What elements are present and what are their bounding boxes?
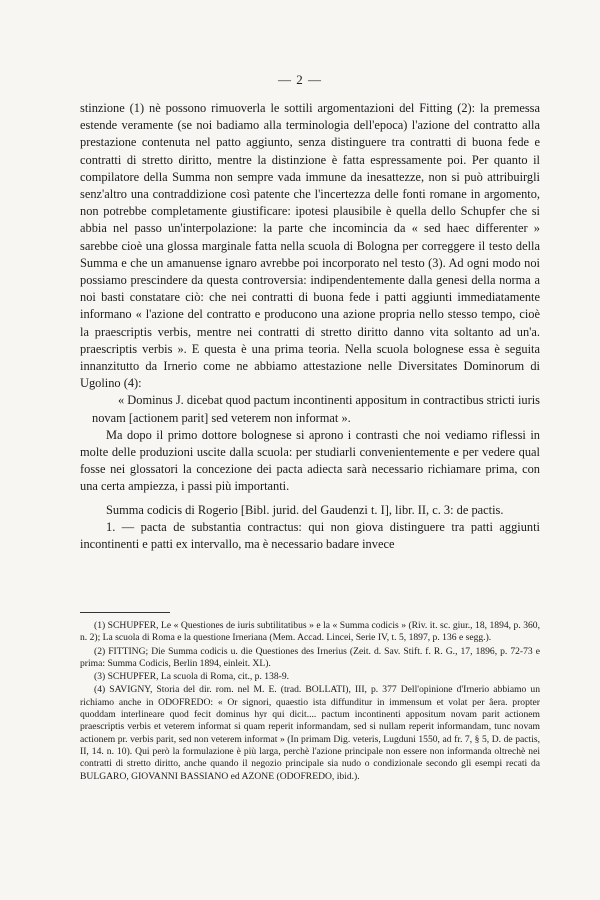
footnote-1: (1) SCHUPFER, Le « Questiones de iuris subtilitatibus » e la « Summa codicis » (Riv. it. sc. giur., 18, 1894, p. 360, n. 2); La scuola di Roma e la questione Irneriana (Mem. Accad. Lincei, Serie IV, t. 5, 1897, p. 136 e segg.). <box>80 620 540 644</box>
paragraph-2: Ma dopo il primo dottore bolognese si aprono i contrasti che noi vediamo riflessi in molte delle produzioni uscite dalla scuola: per studiarli convenientemente e per vedere qual fosse nei glossatori la concezione dei pacta adiecta sarà necessario richiamare prima, con una certa ampiezza, i passi più importanti. <box>80 427 540 494</box>
paragraph-1: stinzione (1) nè possono rimuoverla le sottili argomentazioni del Fitting (2): la premessa estende veramente (se noi badiamo alla terminologia dell'epoca) l'azione del contratto alla prestazione contenuta nel patto aggiunto, senza distinguere tra contratti di buona fede e contratti di stretto diritto, mentre la distinzione è fatta espressamente poi. Per quanto il compilatore della Summa non sempre vada immune da inesattezze, non si può attribuirgli senz'altro una contraddizione così patente che l'incertezza delle fonti romane in argomento, non potrebbe completamente giustificare: ipotesi plausibile è quella dello Schupfer che si abbia nel passo un'interpolazione: la parte che incomincia da « sed haec differenter » sarebbe cioè una glossa marginale fatta nella scuola di Bologna per correggere il testo della Summa e che un amanuense ignaro avrebbe poi incorporato nel testo (3). Ad ogni modo noi possiamo prescindere da questa controversia: indipendentemente dalla genesi della norma a noi basti constatare ciò: che nei contratti di buona fede i patti aggiunti immediatamente informano « l'azione del contratto e producono una azione propria nello stesso tempo, cioè la praescriptis verbis, mentre nei contratti di stretto diritto danno vita soltanto ad un'a. praescriptis verbis ». E questa è una prima teoria. Nella scuola bolognese essa è seguita innanzitutto da Irnerio come ne abbiamo attestazione nelle Diversitates Dominorum di Ugolino (4): <box>80 101 540 391</box>
footnote-2: (2) FITTING; Die Summa codicis u. die Questiones des Irnerius (Zeit. d. Sav. Stift. f. R. G., 17, 1896, p. 72-73 e prima: Summa Codicis, Berlin 1894, einleit. XL). <box>80 645 540 669</box>
footnote-3: (3) SCHUPFER, La scuola di Roma, cit., p. 138-9. <box>94 671 290 683</box>
paragraph-3: 1. — pacta de substantia contractus: qui non giova distinguere tra patti aggiunti incontinenti e patti ex intervallo, ma è necessario badare invece <box>80 519 540 552</box>
main-text <box>80 100 540 553</box>
footnote-separator <box>80 612 170 613</box>
footnote-4: (4) SAVIGNY, Storia del dir. rom. nel M. E. (trad. BOLLATI), III, p. 377 Dell'opinione d'Irnerio abbiamo un richiamo anche in ODOFREDO: « Or signori, quaestio ista diffunditur in immensum et volat per âera. propter quoddam interlineare quod fecit dominus hyr qui dicit.... pactum incontinenti appositum novam parit actionem praescriptis verbis et veterem informat si quam reperit informandam, sed si nullam reperit informandam, tunc novam actionem pr. verbis parit, sed non veterem informat » (In primam Dig. veteris, Lugduni 1550, ad fr. 7, § 5, D. de pactis, II, 14. n. 10). Qui però la formulazione è più larga, perchè l'azione principale non essere non informanda oltrechè nei contratti di stretto diritto, anche quando il negozio principale sia nudo o condizionale secondo gli esempi recati da BULGARO, GIOVANNI BASSIANO ed AZONE (ODOFREDO, ibid.). <box>80 684 540 782</box>
source-heading: Summa codicis di Rogerio [Bibl. jurid. del Gaudenzi t. I], libr. II, c. 3: de pactis. <box>106 502 504 517</box>
page-number: — 2 — <box>278 72 322 87</box>
footnotes <box>80 620 540 784</box>
quotation-irnerio: « Dominus J. dicebat quod pactum incontinenti appositum in contractibus stricti iuris novam [actionem parit] sed veterem non informat ». <box>92 393 540 425</box>
